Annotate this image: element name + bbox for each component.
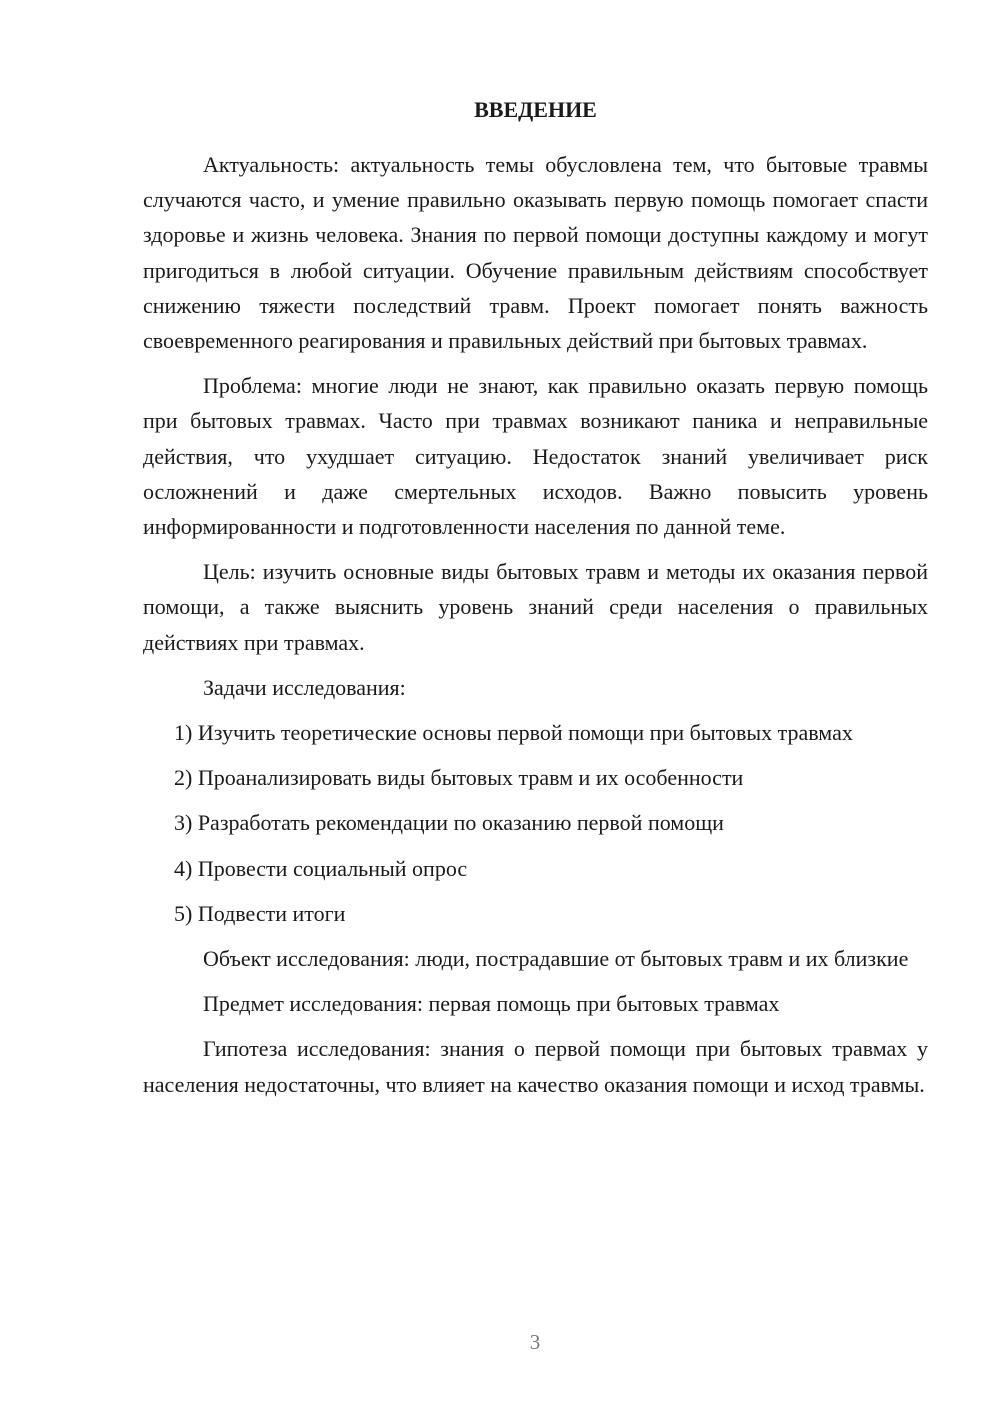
goal-paragraph: Цель: изучить основные виды бытовых травм и методы их оказания первой помощи, а также выяснить уровень знаний среди населения о правильных действиях при травмах.	[143, 559, 928, 655]
hypothesis-paragraph: Гипотеза исследования: знания о первой помощи при бытовых травмах у населения недостаточны, что влияет на качество оказания помощи и исход травмы.	[143, 1036, 928, 1097]
task-item: 4) Провести социальный опрос	[174, 855, 468, 881]
document-page	[143, 92, 928, 1112]
task-item: 1) Изучить теоретические основы первой помощи при бытовых травмах	[174, 720, 853, 746]
problem-paragraph: Проблема: многие люди не знают, как правильно оказать первую помощь при бытовых травмах. Часто при травмах возникают паника и неправильные действия, что ухудшает ситуацию. Недостаток знаний увеличивает риск осложнений и даже смертельных исходов. Важно повысить уровень информированности и подготовленности населения по данной теме.	[143, 373, 928, 540]
task-item: 2) Проанализировать виды бытовых травм и их особенности	[174, 765, 744, 791]
relevance-paragraph: Актуальность: актуальность темы обусловлена тем, что бытовые травмы случаются часто, и умение правильно оказывать первую помощь помогает спасти здоровье и жизнь человека. Знания по первой помощи доступны каждому и могут пригодиться в любой ситуации. Обучение правильным действиям способствует снижению тяжести последствий травм. Проект помогает понять важность своевременного реагирования и правильных действий при бытовых травмах.	[143, 152, 928, 354]
task-item: 5) Подвести итоги	[174, 900, 346, 926]
page-title: ВВЕДЕНИЕ	[474, 97, 597, 122]
subject-paragraph: Предмет исследования: первая помощь при бытовых травмах	[203, 991, 780, 1017]
task-item: 3) Разработать рекомендации по оказанию первой помощи	[174, 810, 724, 836]
page-number: 3	[529, 1330, 541, 1354]
tasks-heading: Задачи исследования:	[203, 674, 406, 700]
object-paragraph: Объект исследования: люди, пострадавшие от бытовых травм и их близкие	[203, 946, 909, 972]
